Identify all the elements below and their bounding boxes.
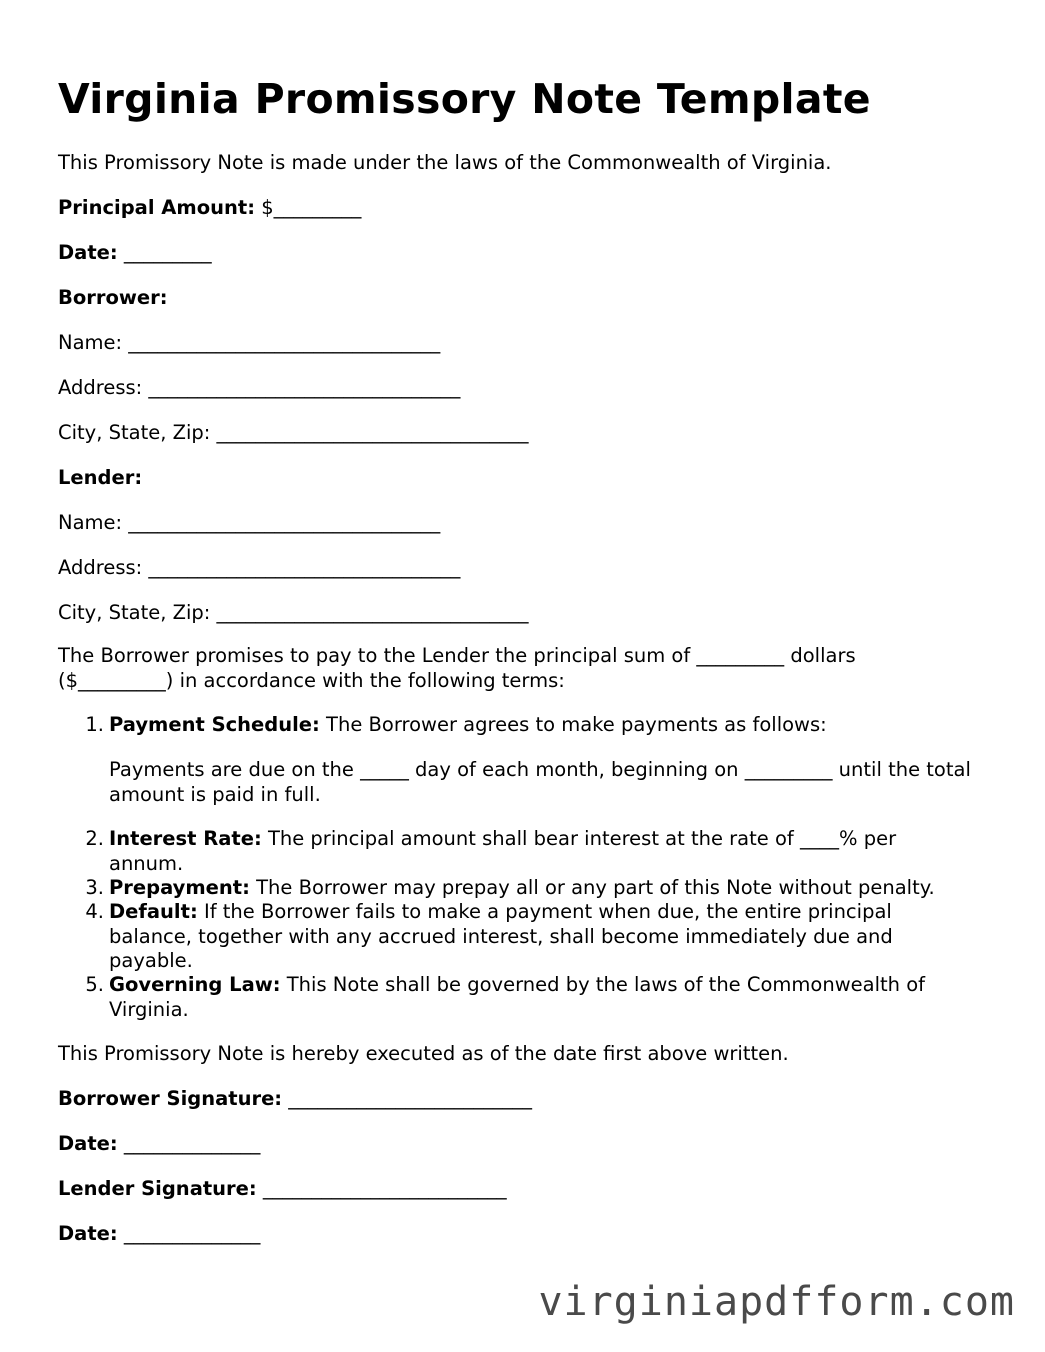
- lender-signature-blank: _________________________: [256, 1177, 507, 1200]
- execution-statement: This Promissory Note is hereby executed as of the date first above written.: [58, 1042, 789, 1065]
- date-label: Date:: [58, 1132, 118, 1155]
- date-label: Date:: [58, 1222, 118, 1245]
- term-label: Default:: [109, 900, 198, 923]
- term-text: If the Borrower fails to make a payment when due, the entire principal balance, together with any accrued interest, shall become immediately due and payable.: [109, 900, 893, 972]
- page-title: Virginia Promissory Note Template: [58, 75, 871, 123]
- term-label: Payment Schedule:: [109, 713, 320, 736]
- borrower-heading: Borrower:: [58, 286, 168, 309]
- term-label: Prepayment:: [109, 876, 250, 899]
- lender-heading: Lender:: [58, 466, 143, 489]
- borrower-city-state-zip-field: City, State, Zip: ________________________________: [58, 421, 529, 444]
- principal-amount-label: Principal Amount:: [58, 196, 255, 219]
- date-field: [58, 241, 212, 265]
- term-text: The Borrower agrees to make payments as follows:: [319, 713, 827, 736]
- principal-amount-field: [58, 196, 361, 220]
- borrower-signature-field: [58, 1087, 532, 1111]
- term-text: The Borrower may prepay all or any part of this Note without penalty.: [249, 876, 935, 899]
- lender-name-field: Name: ________________________________: [58, 511, 441, 534]
- lender-signature-field: [58, 1177, 507, 1201]
- date-blank: ______________: [117, 1222, 261, 1245]
- principal-amount-blank: $_________: [255, 196, 362, 219]
- term-number: 4.: [85, 900, 104, 923]
- borrower-signature-blank: _________________________: [282, 1087, 533, 1110]
- term-label: Governing Law:: [109, 973, 281, 996]
- date-label: Date:: [58, 241, 118, 264]
- lender-signature-date-field: [58, 1222, 260, 1246]
- site-watermark: virginiapdfform.com: [538, 1279, 1015, 1325]
- term-text: This Note shall be governed by the laws of the Commonwealth of Virginia.: [109, 973, 926, 1021]
- lender-city-state-zip-field: City, State, Zip: ________________________________: [58, 601, 529, 624]
- intro-text: This Promissory Note is made under the laws of the Commonwealth of Virginia.: [58, 151, 832, 174]
- payment-schedule-detail: Payments are due on the _____ day of each month, beginning on _________ until the total amount is paid in full.: [109, 758, 971, 806]
- borrower-signature-date-field: [58, 1132, 260, 1156]
- term-number: 2.: [85, 827, 104, 850]
- term-label: Interest Rate:: [109, 827, 262, 850]
- lender-address-field: Address: ________________________________: [58, 556, 461, 579]
- date-blank: _________: [117, 241, 212, 264]
- borrower-signature-label: Borrower Signature:: [58, 1087, 283, 1110]
- borrower-address-field: Address: ________________________________: [58, 376, 461, 399]
- date-blank: ______________: [117, 1132, 261, 1155]
- term-number: 1.: [85, 713, 104, 736]
- borrower-name-field: Name: ________________________________: [58, 331, 441, 354]
- promise-paragraph: The Borrower promises to pay to the Lender the principal sum of _________ dollars ($_________) in accordance with the following terms:: [58, 644, 856, 692]
- term-text: The principal amount shall bear interest at the rate of ____% per annum.: [109, 827, 897, 875]
- term-number: 3.: [85, 876, 104, 899]
- lender-signature-label: Lender Signature:: [58, 1177, 257, 1200]
- term-number: 5.: [85, 973, 104, 996]
